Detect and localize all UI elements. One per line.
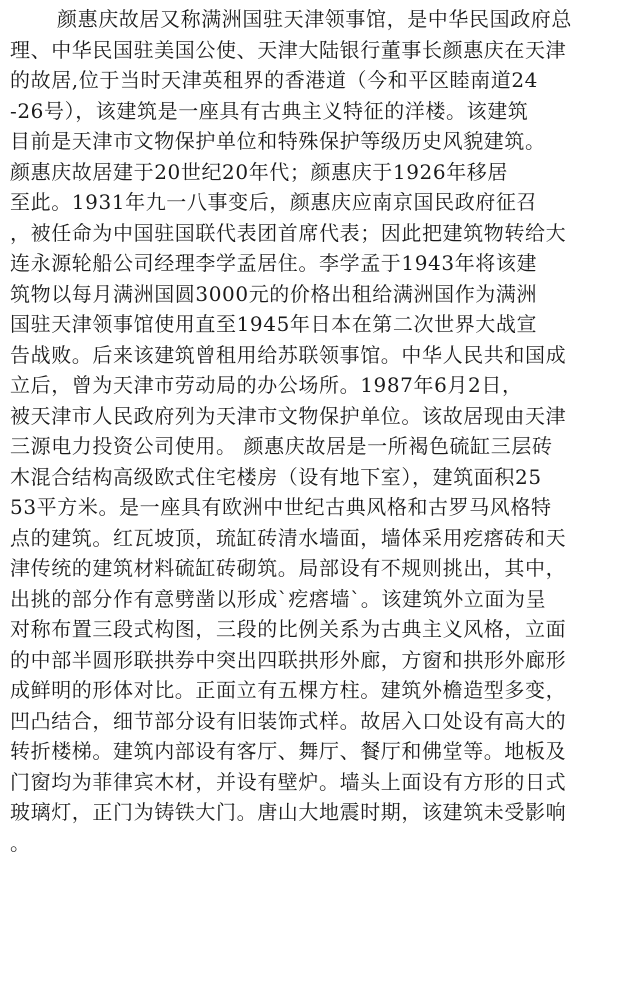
text-line: -26号），该建筑是一座具有古典主义特征的洋楼。该建筑 (10, 98, 529, 123)
text-line: 三源电力投资公司使用。 颜惠庆故居是一所褐色硫缸三层砖 (10, 434, 553, 458)
text-line: 。 (10, 830, 31, 855)
text-line: 至此。1931年九一八事变后，颜惠庆应南京国民政府征召 (10, 190, 538, 214)
text-line: 出挑的部分作有意劈凿以形成`疙瘩墙`。该建筑外立面为呈 (10, 586, 547, 611)
text-line: 理、中华民国驻美国公使、天津大陆银行董事长颜惠庆在天津 (10, 37, 567, 62)
text-line: 成鲜明的形体对比。正面立有五棵方柱。建筑外檐造型多变， (10, 678, 567, 702)
text-line: 告战败。后来该建筑曾租用给苏联领事馆。中华人民共和国成 (10, 342, 567, 367)
text-line: 颜惠庆故居建于20世纪20年代；颜惠庆于1926年移居 (10, 159, 508, 184)
text-line: 国驻天津领事馆使用直至1945年日本在第二次世界大战宣 (10, 312, 538, 336)
text-line: 玻璃灯，正门为铸铁大门。唐山大地震时期，该建筑未受影响 (10, 800, 567, 824)
text-line: 目前是天津市文物保护单位和特殊保护等级历史风貌建筑。 (10, 129, 546, 153)
text-line: ，被任命为中国驻国联代表团首席代表；因此把建筑物转给大 (10, 220, 567, 245)
text-line: 颜惠庆故居又称满洲国驻天津领事馆，是中华民国政府总 (57, 7, 572, 31)
text-line: 点的建筑。红瓦坡顶，琉缸砖清水墙面，墙体采用疙瘩砖和天 (10, 525, 567, 550)
text-line: 津传统的建筑材料硫缸砖砌筑。局部设有不规则挑出，其中， (10, 556, 567, 580)
text-line: 的中部半圆形联拱券中突出四联拱形外廊，方窗和拱形外廊形 (10, 647, 567, 672)
text-line: 被天津市人民政府列为天津市文物保护单位。该故居现由天津 (10, 403, 567, 428)
text-line: 筑物以每月满洲国圆3000元的价格出租给满洲国作为满洲 (10, 281, 538, 306)
text-line: 对称布置三段式构图，三段的比例关系为古典主义风格，立面 (10, 617, 567, 641)
text-line: 的故居,位于当时天津英租界的香港道（今和平区睦南道24 (10, 68, 539, 92)
text-line: 立后，曾为天津市劳动局的办公场所。1987年6月2日， (10, 373, 523, 397)
text-line: 凹凸结合，细节部分设有旧装饰式样。故居入口处设有高大的 (10, 708, 567, 733)
text-line: 转折楼梯。建筑内部设有客厅、舞厅、餐厅和佛堂等。地板及 (10, 739, 567, 763)
text-line: 连永源轮船公司经理李学孟居住。李学孟于1943年将该建 (10, 251, 538, 275)
text-line: 门窗均为菲律宾木材，并设有壁炉。墙头上面设有方形的日式 (10, 769, 567, 794)
text-line: 木混合结构高级欧式住宅楼房（设有地下室），建筑面积25 (10, 464, 542, 489)
text-line: 53平方米。是一座具有欧洲中世纪古典风格和古罗马风格特 (10, 495, 552, 519)
